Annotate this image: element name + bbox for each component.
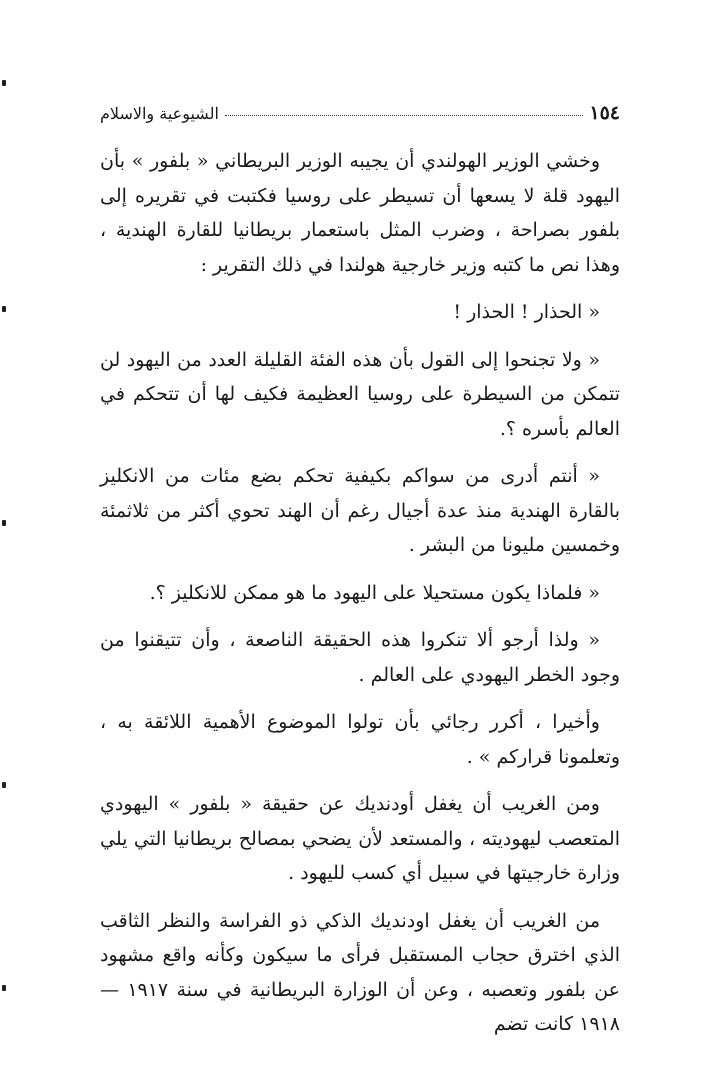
- paragraph: وخشي الوزير الهولندي أن يجيبه الوزير البريطاني « بلفور » بأن اليهود قلة لا يسعها أن تسيطر على روسيا فكتبت في تقريره إلى بلفور بصراحة ، وضرب المثل باستعمار بريطانيا للقارة الهندية ، وهذا نص ما كتبه وزير خارجية هولندا في ذلك التقرير :: [100, 150, 620, 276]
- paragraph: وأخيرا ، أكرر رجائي بأن تولوا الموضوع الأهمية اللائقة به ، وتعلمونا قراركم » .: [100, 711, 620, 768]
- page-body: [100, 144, 620, 1055]
- paragraph: « ولذا أرجو ألا تنكروا هذه الحقيقة الناصعة ، وأن تتيقنوا من وجود الخطر اليهودي على العالم .: [100, 629, 620, 686]
- paragraph: من الغريب أن يغفل اودنديك الذكي ذو الفراسة والنظر الثاقب الذي اخترق حجاب المستقبل فرأى ما سيكون وكأنه واقع مشهود عن بلفور وتعصبه ، وعن أن الوزارة البريطانية في سنة ١٩١٧ — ١٩١٨ كانت تضم: [100, 909, 620, 1035]
- paragraph: « أنتم أدرى من سواكم بكيفية تحكم بضع مئات من الانكليز بالقارة الهندية منذ عدة أجيال رغم أن الهند تحوي أكثر من ثلاثمئة وخمسين مليونا من البشر .: [100, 465, 620, 556]
- scan-edge-mark: [2, 782, 6, 788]
- running-title: الشيوعية والاسلام: [100, 103, 219, 123]
- scan-edge-mark: [2, 80, 6, 86]
- page-number: ١٥٤: [589, 102, 620, 124]
- scan-edge-mark: [2, 520, 6, 526]
- paragraph: « الحذار ! الحذار !: [453, 301, 600, 323]
- paragraph: « ولا تجنحوا إلى القول بأن هذه الفئة القليلة العدد من اليهود لن تتمكن من السيطرة على روسيا العظيمة فكيف لها أن تتحكم في العالم بأسره ؟.: [100, 348, 621, 440]
- header-dotted-rule: [225, 114, 583, 116]
- page-header: [100, 98, 620, 128]
- paragraph: ومن الغريب أن يغفل أودنديك عن حقيقة « بلفور » اليهودي المتعصب ليهوديته ، والمستعد لأن يضحي بمصالح بريطانيا التي يلي وزارة خارجيتها في سبيل أي كسب لليهود .: [100, 793, 620, 884]
- paragraph: « فلماذا يكون مستحيلا على اليهود ما هو ممكن للانكليز ؟.: [149, 581, 600, 604]
- scan-edge-mark: [2, 985, 6, 991]
- scan-edge-mark: [2, 306, 6, 312]
